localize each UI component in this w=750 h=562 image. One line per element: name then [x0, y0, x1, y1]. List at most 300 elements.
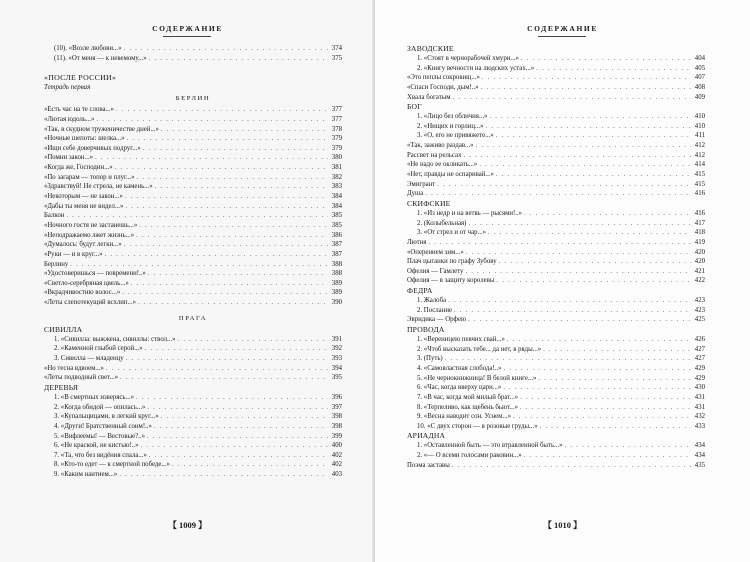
entry-page-number: 429 — [694, 374, 705, 382]
toc-entry — [44, 269, 342, 279]
section-heading: ФЕДРА — [407, 286, 433, 296]
entry-title: Лютня — [407, 238, 427, 246]
dot-leader — [540, 422, 691, 432]
entry-title: 2. «Нищих и горлиц...» — [417, 122, 484, 130]
entry-page-number: 384 — [331, 202, 342, 210]
dot-leader — [122, 288, 328, 298]
dot-leader — [437, 180, 691, 190]
entry-title: 5. «Вифлеемы! — Вестовые?..» — [54, 432, 145, 440]
toc-entry — [407, 64, 705, 74]
dot-leader — [507, 335, 691, 345]
entry-title: Хвала богатым — [407, 93, 451, 101]
toc-entry — [407, 306, 705, 316]
section-heading: СИВИЛЛА — [44, 324, 83, 334]
entry-page-number: 412 — [694, 142, 705, 150]
toc-entry — [44, 260, 342, 270]
running-header: СОДЕРЖАНИЕ — [527, 24, 598, 33]
entry-page-number: 377 — [331, 115, 342, 123]
section-heading: СКИФСКИЕ — [407, 198, 451, 208]
entry-page-number: 381 — [331, 164, 342, 172]
entry-page-number: 382 — [331, 173, 342, 181]
dot-leader — [70, 260, 328, 270]
toc-entry — [44, 231, 342, 241]
toc-entry — [44, 192, 342, 202]
dot-leader — [452, 461, 691, 471]
entry-page-number: 420 — [694, 258, 705, 266]
toc-entry — [407, 345, 705, 355]
dot-leader — [125, 202, 328, 212]
dot-leader — [521, 54, 691, 64]
toc-entry — [407, 73, 705, 83]
toc-entry — [44, 441, 342, 451]
dot-leader — [147, 432, 328, 442]
entry-page-number: 404 — [694, 55, 705, 62]
entry-title: «Ночные шепоты: шелка...» — [44, 135, 125, 143]
dot-leader — [520, 403, 691, 413]
entry-title: 7. «Та, что без видёния спала...» — [54, 451, 147, 459]
toc-entry — [407, 403, 705, 413]
entry-title: Поэма заставы — [407, 461, 450, 469]
dot-leader — [161, 125, 328, 135]
dot-leader — [468, 219, 691, 229]
dot-leader — [503, 364, 691, 374]
dot-leader — [481, 83, 691, 93]
toc-entry — [407, 412, 705, 422]
dot-leader — [120, 373, 328, 383]
entry-page-number: 399 — [331, 432, 342, 440]
entry-title: «Помни закон...» — [44, 154, 94, 162]
dot-leader — [479, 160, 691, 170]
entry-title: «Лютая юдоль...» — [44, 115, 95, 123]
entry-title: 2. «— О всеми голосами раковин...» — [417, 452, 522, 460]
dot-leader — [428, 238, 691, 248]
entry-page-number: 417 — [694, 219, 705, 227]
entry-title: 6. «Час, когда вверху цари...» — [417, 384, 502, 392]
entry-page-number: 410 — [694, 122, 705, 130]
entry-page-number: 398 — [331, 413, 342, 421]
entry-page-number: 375 — [331, 54, 342, 62]
entry-page-number: 386 — [331, 231, 342, 239]
entry-title: «Вкрадчивостию волос...» — [44, 289, 121, 297]
toc-entry — [44, 422, 342, 432]
entry-page-number: 432 — [694, 413, 705, 421]
entry-title: «Неподражаемо лжет жизнь...» — [44, 231, 135, 239]
city-heading: ПРАГА — [178, 314, 208, 322]
toc-entry — [44, 173, 342, 183]
entry-page-number: 385 — [331, 221, 342, 229]
entry-page-number: 379 — [331, 135, 342, 143]
entry-page-number: 388 — [331, 260, 342, 268]
dot-leader — [96, 115, 328, 125]
toc-entry — [44, 344, 342, 354]
entry-page-number: 379 — [331, 144, 342, 152]
toc-entry — [44, 240, 342, 250]
dot-leader — [161, 412, 328, 422]
dot-leader — [454, 306, 691, 316]
dot-leader — [448, 296, 691, 306]
dot-leader — [486, 122, 691, 132]
entry-title: 3. Сивилла — младенцу — [54, 355, 124, 363]
toc-entry — [44, 105, 342, 115]
entry-title: 1. «В смертных изверясь...» — [54, 393, 134, 401]
entry-title: Балкон — [44, 212, 65, 220]
entry-page-number: 397 — [331, 403, 342, 411]
section-heading: БОГ — [407, 102, 422, 112]
entry-page-number: 394 — [331, 364, 342, 372]
toc-entry — [407, 276, 705, 286]
entry-title: Рассвет на рельсах — [407, 151, 462, 159]
entry-title: 9. «Каким наитием...» — [54, 471, 118, 479]
entry-title: Офелия — Гамлету — [407, 267, 464, 275]
entry-title: 2. «Каменной глыбой серой...» — [54, 345, 143, 353]
dot-leader — [106, 364, 328, 374]
toc-entry — [407, 461, 705, 471]
dot-leader — [488, 228, 691, 238]
toc-entry — [407, 151, 705, 161]
entry-page-number: 427 — [694, 345, 705, 353]
entry-title: 3. «От стрел и от чар...» — [417, 229, 486, 237]
entry-page-number: 390 — [331, 299, 342, 307]
section-heading: АРИАДНА — [407, 431, 446, 441]
dot-leader — [463, 151, 691, 161]
entry-title: «Удостоверишься — повремени!..» — [44, 270, 146, 278]
entry-title: 3. «Купальщицами, в легкий круг...» — [54, 413, 159, 421]
toc-entry — [44, 54, 342, 64]
toc-entry — [407, 54, 705, 64]
entry-title: 3. (Путь) — [417, 355, 443, 363]
entry-page-number: 388 — [331, 270, 342, 278]
entry-page-number: 392 — [331, 345, 342, 353]
dot-leader — [127, 134, 328, 144]
entry-title: Плач цыганки по графу Зубову — [407, 258, 497, 266]
dot-leader — [124, 44, 328, 54]
entry-title: «Леты подводный свет...» — [44, 374, 119, 382]
dot-leader — [445, 354, 691, 364]
toc-entry — [44, 211, 342, 221]
toc-entry — [44, 460, 342, 470]
entry-title: Офелия — в защиту королевы — [407, 277, 495, 285]
entry-title: 2. Послание — [417, 306, 452, 314]
entry-page-number: 387 — [331, 241, 342, 249]
toc-entry — [44, 44, 342, 54]
entry-page-number: 426 — [694, 336, 705, 344]
dot-leader — [119, 470, 328, 480]
toc-entry — [407, 219, 705, 229]
entry-title: «Дабы ты меня не видел...» — [44, 202, 124, 210]
dot-leader — [116, 105, 328, 115]
dot-leader — [496, 276, 691, 286]
entry-title: «Леты слепотекущий всхлип...» — [44, 299, 137, 307]
toc-entry — [44, 134, 342, 144]
toc-entry — [407, 441, 705, 451]
toc-entry — [407, 122, 705, 132]
entry-page-number: 383 — [331, 183, 342, 191]
toc-entry — [44, 335, 342, 345]
toc-entry — [407, 248, 705, 258]
toc-entry — [44, 144, 342, 154]
entry-page-number: 415 — [694, 171, 705, 179]
entry-title: «Оперением зим...» — [407, 248, 464, 256]
toc-entry — [44, 221, 342, 231]
dot-leader — [137, 173, 328, 183]
entry-title: Душа — [407, 190, 424, 198]
entry-page-number: 434 — [694, 442, 705, 450]
entry-page-number: 408 — [694, 83, 705, 91]
toc-entry — [407, 354, 705, 364]
entry-title: (10). «Возле любови...» — [54, 45, 122, 52]
entry-page-number: 400 — [331, 442, 342, 450]
dot-leader — [543, 345, 691, 355]
entry-title: (11). «От меня — к невемому...» — [54, 54, 147, 62]
entry-page-number: 433 — [694, 422, 705, 430]
dot-leader — [140, 441, 328, 451]
page-number: 【 1009 】 — [168, 520, 207, 530]
entry-title: 2. «Книгу вечности на людских устах...» — [417, 64, 535, 72]
toc-entry — [44, 163, 342, 173]
entry-page-number: 431 — [694, 393, 705, 401]
dot-leader — [520, 393, 691, 403]
toc-entry — [44, 393, 342, 403]
entry-title: 8. «Терпеливо, как щебень бьют...» — [417, 403, 518, 411]
entry-title: 2. «Чтоб высказать тебе... да нет, в ряды...» — [417, 345, 542, 353]
entry-title: «Светло-серебряная цвель...» — [44, 279, 129, 287]
toc-entry — [44, 364, 342, 374]
entry-title: 1. «Оставленной быть — это втравленной быть...» — [417, 442, 563, 450]
dot-leader — [139, 221, 328, 231]
entry-page-number: 384 — [331, 193, 342, 201]
dot-leader — [536, 64, 691, 74]
entry-title: 5. «Не чернокнижница! В белой книге...» — [417, 374, 537, 382]
toc-entry — [407, 83, 705, 93]
dot-leader — [104, 250, 328, 260]
toc-entry — [44, 373, 342, 383]
dot-leader — [125, 192, 328, 202]
page-number: 【 1010 】 — [543, 520, 582, 530]
entry-page-number: 393 — [331, 355, 342, 363]
entry-page-number: 415 — [694, 180, 705, 188]
entry-page-number: 416 — [694, 209, 705, 217]
running-header: СОДЕРЖАНИЕ — [152, 24, 223, 33]
entry-title: 4. «Самовластная слобода!..» — [417, 364, 502, 372]
dot-leader — [513, 412, 691, 422]
entry-page-number: 396 — [331, 393, 342, 401]
entry-page-number: 427 — [694, 355, 705, 363]
toc-entry — [44, 403, 342, 413]
entry-title: «Есть час на те слова...» — [44, 106, 114, 114]
dot-leader — [499, 257, 691, 267]
dot-leader — [143, 144, 328, 154]
dot-leader — [178, 335, 328, 345]
toc-entry — [407, 257, 705, 267]
entry-page-number: 435 — [694, 461, 705, 469]
entry-title: Эмигрант — [407, 180, 436, 188]
entry-page-number: 398 — [331, 422, 342, 430]
dot-leader — [172, 460, 328, 470]
toc-entry — [407, 451, 705, 461]
entry-page-number: 402 — [331, 451, 342, 459]
entry-title: «Спаси Господи, дым!..» — [407, 83, 479, 91]
toc-entry — [44, 250, 342, 260]
toc-entry — [44, 279, 342, 289]
entry-title: 4. «Други! Братственный сонм!..» — [54, 422, 152, 430]
entry-title: 1. «Сивилла: выжжена, сивиллы: ствол...» — [54, 335, 176, 343]
entry-page-number: 391 — [331, 335, 342, 343]
toc-entry — [44, 451, 342, 461]
entry-title: «Нет, правды не оспаривай...» — [407, 171, 494, 179]
entry-page-number: 430 — [694, 384, 705, 392]
entry-title: Берлину — [44, 260, 69, 268]
entry-page-number: 374 — [331, 45, 342, 52]
toc-entry — [407, 93, 705, 103]
entry-title: 1. «Стоят в чернорабочей хмури...» — [417, 55, 519, 62]
dot-leader — [503, 383, 691, 393]
dot-leader — [145, 344, 328, 354]
entry-page-number: 429 — [694, 364, 705, 372]
entry-title: 8. «Кто-то едет — к смертной победе...» — [54, 461, 170, 469]
toc-entry — [407, 267, 705, 277]
entry-title: 3. «О, его не привяжете...» — [417, 132, 494, 140]
entry-page-number: 395 — [331, 374, 342, 382]
toc-entry — [407, 335, 705, 345]
header-rule — [163, 36, 211, 37]
entry-title: «Ночного гостя не застанешь...» — [44, 221, 138, 229]
city-heading: БЕРЛИН — [175, 95, 211, 103]
dot-leader — [149, 451, 328, 461]
toc-entry — [44, 288, 342, 298]
dot-leader — [154, 422, 328, 432]
entry-title: 2. (Колыбельная) — [417, 219, 467, 227]
entry-title: «Некоторым — не закон...» — [44, 193, 123, 201]
entry-page-number: 434 — [694, 452, 705, 460]
toc-entry — [407, 180, 705, 190]
section-subtitle: Тетрадь первая — [44, 84, 91, 92]
dot-leader — [465, 267, 691, 277]
toc-entry — [407, 238, 705, 248]
entry-page-number: 421 — [694, 267, 705, 275]
toc-entry — [44, 115, 342, 125]
entry-page-number: 420 — [694, 248, 705, 256]
dot-leader — [453, 93, 691, 103]
entry-page-number: 407 — [694, 74, 705, 82]
dot-leader — [466, 248, 691, 258]
toc-entry — [407, 112, 705, 122]
entry-page-number: 380 — [331, 154, 342, 162]
dot-leader — [136, 231, 328, 241]
entry-title: Эвридика — Орфею — [407, 316, 467, 324]
entry-page-number: 409 — [694, 93, 705, 101]
entry-title: «Думалось: будут легки...» — [44, 241, 122, 249]
toc-entry — [407, 315, 705, 325]
toc-entry — [44, 298, 342, 308]
dot-leader — [538, 374, 691, 384]
entry-title: «Руки — и в круг...» — [44, 250, 103, 258]
toc-entry — [407, 364, 705, 374]
entry-page-number: 425 — [694, 316, 705, 324]
dot-leader — [131, 279, 328, 289]
toc-entry — [407, 170, 705, 180]
entry-title: «Так, в скудном труженичестве дней...» — [44, 125, 159, 133]
entry-title: 10. «С двух сторон — в розовые груды...» — [417, 422, 538, 430]
dot-leader — [66, 211, 328, 221]
entry-page-number: 418 — [694, 229, 705, 237]
entry-page-number: 387 — [331, 250, 342, 258]
entry-title: 9. «Весна наводит сон. Уснем...» — [417, 413, 511, 421]
entry-page-number: 416 — [694, 190, 705, 198]
toc-entry — [44, 354, 342, 364]
entry-title: «Здравствуй! Не стрела, не камень...» — [44, 183, 153, 191]
toc-entry — [44, 432, 342, 442]
dot-leader — [124, 240, 328, 250]
entry-page-number: 385 — [331, 212, 342, 220]
entry-title: «Это пеплы сокровищ...» — [407, 74, 480, 82]
dot-leader — [482, 73, 691, 83]
dot-leader — [425, 189, 691, 199]
toc-entry — [407, 422, 705, 432]
dot-leader — [489, 112, 691, 122]
entry-page-number: 405 — [694, 64, 705, 72]
entry-title: 7. «В час, когда мой милый брат...» — [417, 393, 519, 401]
entry-title: «Но тесна вдвоем...» — [44, 364, 104, 372]
toc-entry — [44, 202, 342, 212]
toc-entry — [44, 182, 342, 192]
dot-leader — [496, 131, 691, 141]
toc-entry — [44, 412, 342, 422]
dot-leader — [476, 141, 691, 151]
dot-leader — [155, 182, 328, 192]
entry-page-number: 410 — [694, 113, 705, 121]
toc-entry — [407, 189, 705, 199]
entry-page-number: 411 — [695, 132, 705, 140]
toc-entry — [407, 131, 705, 141]
entry-page-number: 431 — [694, 403, 705, 411]
dot-leader — [149, 54, 328, 64]
toc-entry — [407, 209, 705, 219]
spacer — [44, 63, 342, 73]
dot-leader — [95, 153, 328, 163]
entry-title: «По загарам — топор и плуг...» — [44, 173, 135, 181]
dot-leader — [496, 170, 691, 180]
dot-leader — [136, 393, 328, 403]
section-heading: «ПОСЛЕ РОССИИ» — [44, 73, 117, 83]
entry-title: «Ищи себе доверчивых подруг...» — [44, 144, 141, 152]
toc-entry — [407, 296, 705, 306]
toc-entry — [44, 153, 342, 163]
section-heading: ЗАВОДСКИЕ — [407, 44, 454, 53]
toc-entry — [407, 393, 705, 403]
toc-column-right — [407, 44, 705, 470]
toc-entry — [407, 160, 705, 170]
toc-entry — [44, 470, 342, 480]
dot-leader — [138, 298, 328, 308]
header-rule — [538, 36, 586, 37]
entry-page-number: 402 — [331, 461, 342, 469]
toc-column-left — [44, 44, 342, 480]
entry-title: 2. «Когда обидой — опилась...» — [54, 403, 146, 411]
entry-title: 1. Жалоба — [417, 297, 447, 305]
entry-page-number: 423 — [694, 306, 705, 314]
dot-leader — [524, 451, 691, 461]
entry-page-number: 389 — [331, 279, 342, 287]
entry-page-number: 423 — [694, 297, 705, 305]
entry-page-number: 377 — [331, 106, 342, 114]
section-heading: ДЕРЕВЬЯ — [44, 382, 79, 392]
toc-entry — [407, 141, 705, 151]
entry-page-number: 389 — [331, 289, 342, 297]
dot-leader — [147, 403, 328, 413]
section-heading: ПРОВОДА — [407, 325, 445, 335]
entry-page-number: 422 — [694, 277, 705, 285]
entry-title: «Так, заживо раздав...» — [407, 142, 474, 150]
